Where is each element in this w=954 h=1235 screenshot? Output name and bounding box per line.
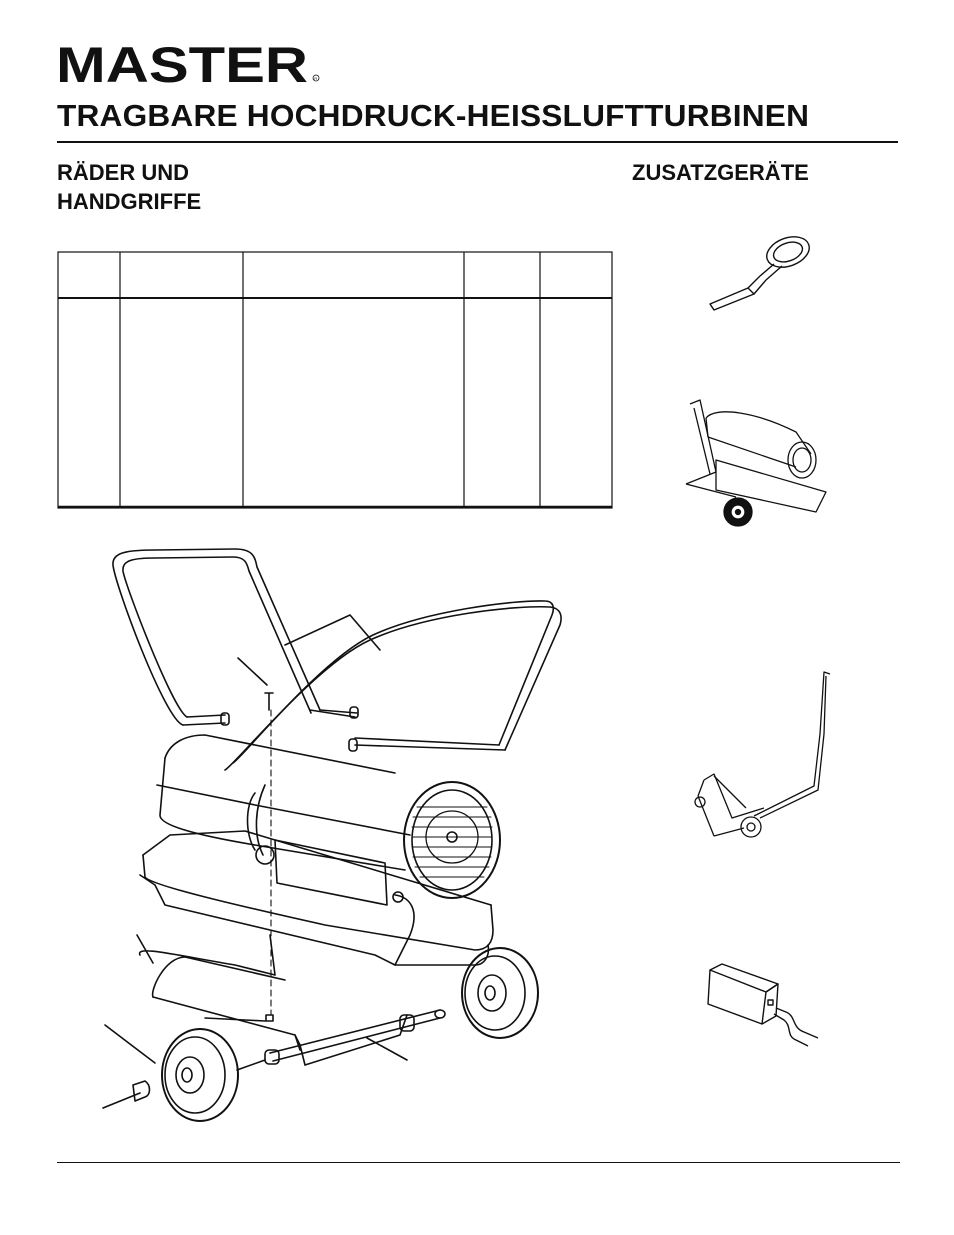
parts-table bbox=[57, 251, 613, 509]
heater-on-cart-icon bbox=[676, 392, 836, 532]
brand-name: MASTER bbox=[56, 37, 308, 93]
master-logo bbox=[56, 37, 326, 93]
pressure-gauge-icon bbox=[700, 232, 840, 312]
section-heading-line-2: HANDGRIFFE bbox=[57, 189, 202, 214]
section-heading-wheels-handles bbox=[57, 158, 201, 216]
section-heading-accessories: ZUSATZGERÄTE bbox=[632, 160, 809, 185]
header-rule bbox=[57, 141, 898, 143]
registered-mark: R bbox=[314, 76, 318, 81]
footer-rule bbox=[57, 1162, 900, 1163]
page-title: TRAGBARE HOCHDRUCK-HEISSLUFTTURBINEN bbox=[57, 98, 810, 133]
wheel-cart-kit-icon bbox=[684, 668, 834, 850]
section-heading-line-1: RÄDER UND bbox=[57, 160, 189, 185]
control-box-icon bbox=[700, 960, 825, 1065]
heater-wheels-handles-exploded-view bbox=[95, 545, 545, 1135]
